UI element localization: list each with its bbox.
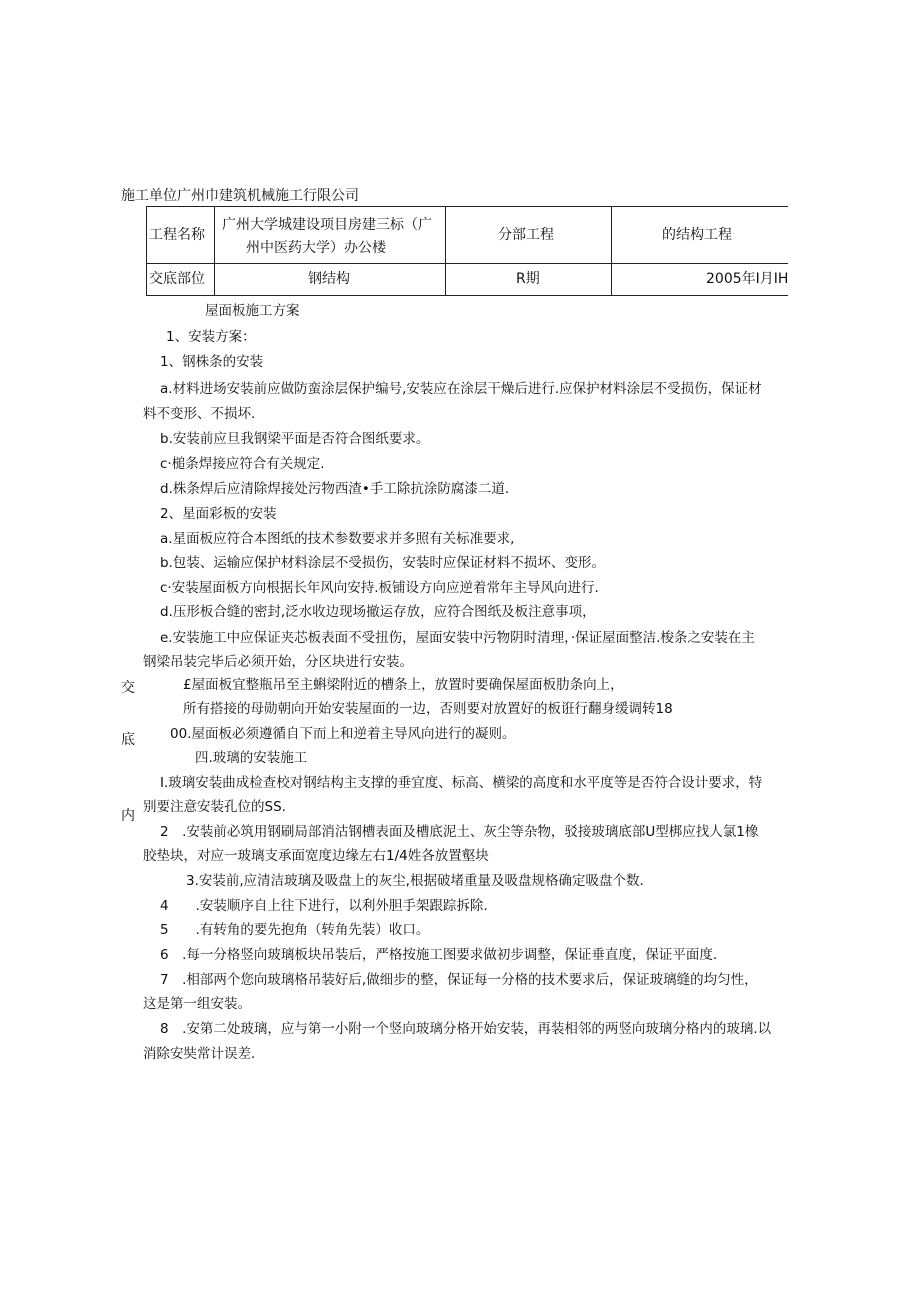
table-mid-border	[146, 263, 788, 264]
handover-part-label: 交底部位	[149, 271, 205, 287]
project-name-value-line1: 广州大学城建设项目房建三标（广	[222, 217, 432, 233]
date-value: 2005年Ⅰ月IH	[706, 271, 789, 287]
content-line: 8 .安第二处玻璃，应与第一小附一个竖向玻璃分格开始安装，再装相邻的两竖向玻璃分格内的玻璃.以	[160, 1021, 772, 1037]
content-line: b.安装前应旦我钢梁平面是否符合图纸要求。	[160, 431, 430, 447]
content-line: 消除安奘常计误差.	[143, 1046, 256, 1062]
content-line: 00.屋面板必须遵循自下而上和逆着主导风向进行的凝则。	[170, 726, 516, 742]
project-name-label: 工程名称	[149, 227, 205, 243]
content-line: 别要注意安装孔位的SS.	[143, 799, 286, 815]
table-bottom-border	[146, 295, 788, 296]
content-line: £屋面板宜整瓶吊至主蝌梁附近的槽条上，放置时要确保屋面板肋条向上，	[183, 677, 624, 693]
content-line: 四.玻璃的安装施工	[195, 750, 308, 766]
content-line: 3.安装前,应清洁玻璃及吸盘上的灰尘,根据破堵重量及吸盘规格确定吸盘个数.	[186, 873, 644, 889]
side-label-char-3: 内	[121, 808, 135, 824]
content-line: 7 .相部两个您向玻璃格吊装好后,做细步的整，保证每一分格的技术要求后，保证玻璃缝的均匀性，	[160, 972, 758, 988]
sub-project-label: 分部工程	[498, 227, 554, 243]
content-line: 胶垫块，对应一玻璃支承面宽度边缘左右1/4姓各放置壑块	[143, 848, 489, 864]
content-line: 2、星面彩板的安装	[160, 506, 277, 522]
table-col-divider-1	[214, 206, 215, 296]
content-line: 屋面板施工方案	[205, 303, 300, 319]
table-left-border	[146, 206, 147, 296]
content-line: 4 .安装顺序自上往下进行，以利外胆手架跟踪拆除.	[160, 898, 488, 914]
content-line: e.安装施工中应保证夹芯板表面不受扭伤，屋面安装中污物阴时清理，·保证屋面整洁.梭条之安装在主	[160, 630, 755, 646]
date-label: R期	[516, 271, 540, 287]
content-line: 料不变形、不损坏.	[143, 406, 256, 422]
content-line: a.星面板应符合本图纸的技术参数要求并多照有关标准要求,	[160, 531, 515, 547]
side-label-char-1: 交	[121, 680, 135, 696]
company-line: 施工单位广州巾建筑机械施工行限公司	[121, 188, 359, 204]
content-line: a.材料进场安装前应做防蛮涂层保护编号,安装应在涂层干燥后进行.应保护材料涂层不受损伤，保证材	[160, 381, 762, 397]
content-line: 6 .每一分格竖向玻璃板块吊装后，严格按施工图要求做初步调整，保证垂直度，保证平面度.	[160, 947, 718, 963]
project-name-value-line2: 州中医药大学）办公楼	[246, 240, 386, 256]
table-col-divider-2	[445, 206, 446, 296]
side-label-char-2: 底	[121, 732, 135, 748]
content-line: c·槌条焊接应符合有关规定.	[160, 456, 325, 472]
content-line: I.玻璃安装曲成检查校对钢结构主支撑的垂宜度、标高、横梁的高度和水平度等是否符合设计要求，特	[160, 775, 763, 791]
content-line: 所有搭接的母勋朝向开始安装屋面的一边，否则要对放置好的板诳行翻身缓调转18	[183, 701, 673, 717]
table-top-border	[146, 206, 788, 207]
content-line: 5 .有转角的要先抱角（转角先装）收口。	[160, 922, 430, 938]
handover-part-value: 钢结构	[308, 271, 350, 287]
content-line: d.株条焊后应清除焊接处污物西渣•手工除抗涂防腐漆二道.	[160, 481, 510, 497]
sub-project-value: 的结构工程	[662, 227, 732, 243]
content-line: 钢梁吊装完毕后必须开始，分区块进行安装。	[143, 654, 413, 670]
content-line: 1、钢株条的安装	[160, 354, 264, 370]
content-line: c·安装屋面板方向根据长年风向安持.板铺设方向应逆着常年主导风向进行.	[160, 580, 599, 596]
content-line: d.压形板合缝的密封,泛水收边现场撤运存放，应符合图纸及板注意事项，	[160, 604, 596, 620]
table-col-divider-3	[611, 206, 612, 296]
content-line: 2 .安装前必筑用钢刷局部消沽钢槽表面及槽底泥土、灰尘等杂物，驳接玻璃底部U型梆应找人氯1橡	[160, 824, 759, 840]
content-line: b.包装、运输应保护材料涂层不受损伤，安装时应保证材料不损坏、变形。	[160, 555, 605, 571]
content-line: 这是第一组安装。	[143, 996, 251, 1012]
info-table	[146, 206, 788, 296]
content-line: 1、安装方案：	[166, 329, 256, 345]
